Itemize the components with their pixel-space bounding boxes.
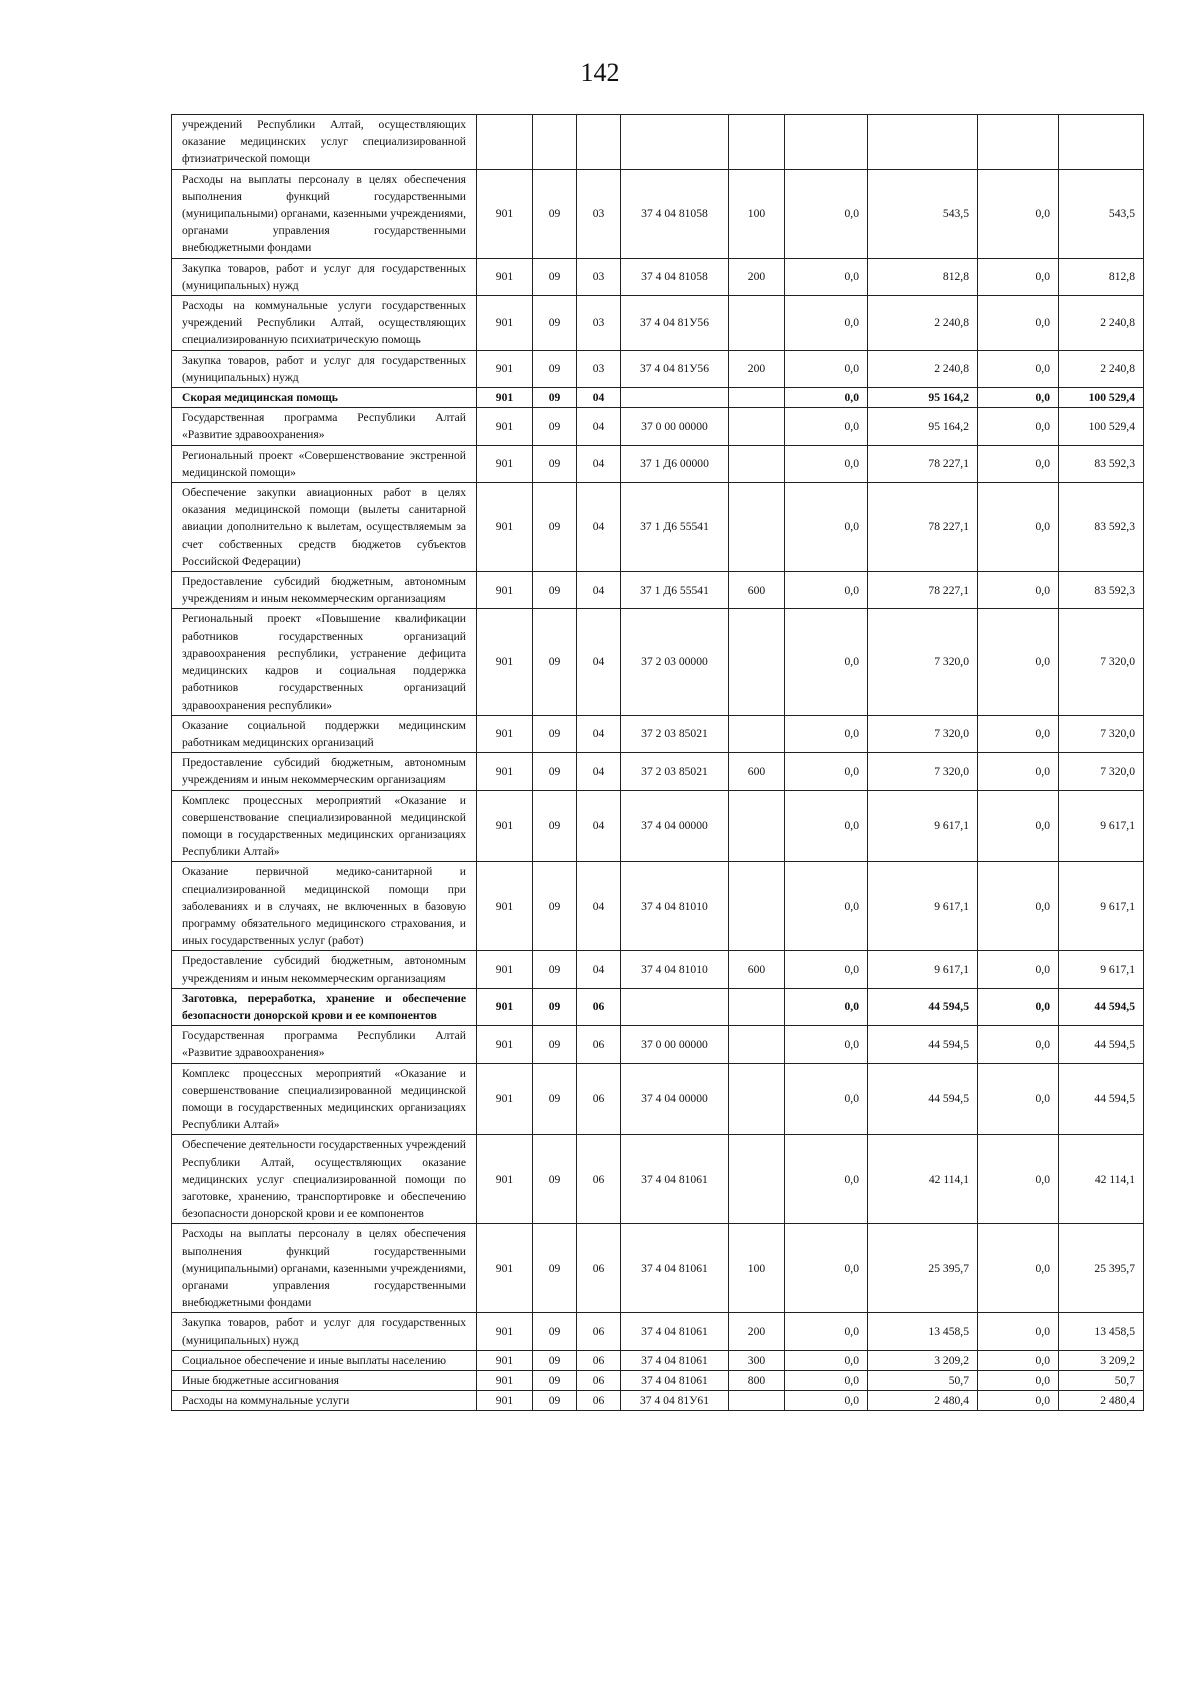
cell-value-2: 812,8	[868, 258, 978, 295]
cell-value-2: 50,7	[868, 1371, 978, 1391]
table-row	[172, 1350, 1144, 1370]
cell-expense-type	[729, 715, 785, 752]
cell-ministry-code: 901	[477, 388, 533, 408]
cell-target-article	[621, 115, 729, 170]
cell-value-2: 7 320,0	[868, 753, 978, 790]
cell-value-2: 2 240,8	[868, 296, 978, 351]
cell-value-3: 0,0	[978, 258, 1059, 295]
cell-value-3: 0,0	[978, 572, 1059, 609]
cell-value-2: 2 480,4	[868, 1391, 978, 1411]
cell-section-code: 09	[533, 408, 577, 445]
cell-value-3: 0,0	[978, 483, 1059, 572]
cell-ministry-code: 901	[477, 296, 533, 351]
cell-expense-type: 800	[729, 1371, 785, 1391]
cell-value-4: 83 592,3	[1059, 572, 1144, 609]
cell-value-3: 0,0	[978, 408, 1059, 445]
table-row	[172, 988, 1144, 1025]
cell-name: Предоставление субсидий бюджетным, автономным учреждениям и иным некоммерческим организациям	[172, 572, 477, 609]
cell-subsection-code: 06	[577, 988, 621, 1025]
table-row	[172, 1313, 1144, 1350]
cell-value-2: 95 164,2	[868, 388, 978, 408]
cell-section-code: 09	[533, 483, 577, 572]
cell-value-2: 78 227,1	[868, 483, 978, 572]
cell-value-2: 95 164,2	[868, 408, 978, 445]
cell-value-1: 0,0	[785, 445, 868, 482]
table-row	[172, 1224, 1144, 1313]
table-row	[172, 296, 1144, 351]
cell-subsection-code: 06	[577, 1224, 621, 1313]
cell-value-2: 2 240,8	[868, 350, 978, 387]
cell-target-article: 37 4 04 81061	[621, 1350, 729, 1370]
cell-ministry-code: 901	[477, 715, 533, 752]
cell-value-4: 50,7	[1059, 1371, 1144, 1391]
cell-value-4: 9 617,1	[1059, 790, 1144, 862]
cell-subsection-code: 04	[577, 609, 621, 715]
cell-value-4: 100 529,4	[1059, 388, 1144, 408]
cell-target-article	[621, 988, 729, 1025]
cell-value-1: 0,0	[785, 1391, 868, 1411]
cell-value-4: 2 480,4	[1059, 1391, 1144, 1411]
cell-subsection-code: 04	[577, 445, 621, 482]
cell-value-4: 44 594,5	[1059, 1026, 1144, 1063]
cell-subsection-code: 03	[577, 169, 621, 258]
cell-section-code	[533, 115, 577, 170]
cell-value-3: 0,0	[978, 445, 1059, 482]
cell-ministry-code: 901	[477, 258, 533, 295]
cell-name: Государственная программа Республики Алтай «Развитие здравоохранения»	[172, 408, 477, 445]
cell-section-code: 09	[533, 951, 577, 988]
cell-ministry-code: 901	[477, 862, 533, 951]
cell-ministry-code: 901	[477, 572, 533, 609]
cell-section-code: 09	[533, 350, 577, 387]
table-row	[172, 1026, 1144, 1063]
cell-value-1: 0,0	[785, 790, 868, 862]
cell-section-code: 09	[533, 169, 577, 258]
cell-target-article: 37 4 04 81061	[621, 1371, 729, 1391]
cell-value-3: 0,0	[978, 350, 1059, 387]
cell-value-1: 0,0	[785, 408, 868, 445]
cell-section-code: 09	[533, 1063, 577, 1135]
cell-name: учреждений Республики Алтай, осуществляющих оказание медицинских услуг специализированной фтизиатрической помощи	[172, 115, 477, 170]
cell-value-3: 0,0	[978, 609, 1059, 715]
table-row	[172, 951, 1144, 988]
cell-value-2: 42 114,1	[868, 1135, 978, 1224]
cell-target-article: 37 1 Д6 00000	[621, 445, 729, 482]
cell-value-2: 44 594,5	[868, 988, 978, 1025]
cell-value-4: 9 617,1	[1059, 862, 1144, 951]
cell-expense-type	[729, 1026, 785, 1063]
cell-name: Комплекс процессных мероприятий «Оказание и совершенствование специализированной медицинской помощи в государственных медицинских организациях Республики Алтай»	[172, 790, 477, 862]
table-row	[172, 715, 1144, 752]
cell-section-code: 09	[533, 988, 577, 1025]
cell-name: Комплекс процессных мероприятий «Оказание и совершенствование специализированной медицинской помощи в государственных медицинских организациях Республики Алтай»	[172, 1063, 477, 1135]
table-row	[172, 1135, 1144, 1224]
cell-expense-type: 200	[729, 1313, 785, 1350]
cell-ministry-code: 901	[477, 483, 533, 572]
table-row	[172, 572, 1144, 609]
cell-target-article: 37 2 03 00000	[621, 609, 729, 715]
cell-ministry-code: 901	[477, 1313, 533, 1350]
cell-expense-type	[729, 988, 785, 1025]
cell-section-code: 09	[533, 1224, 577, 1313]
table-row	[172, 753, 1144, 790]
cell-section-code: 09	[533, 572, 577, 609]
cell-expense-type: 600	[729, 753, 785, 790]
cell-subsection-code: 06	[577, 1026, 621, 1063]
cell-value-4: 7 320,0	[1059, 753, 1144, 790]
cell-value-4: 100 529,4	[1059, 408, 1144, 445]
cell-expense-type: 100	[729, 169, 785, 258]
cell-target-article: 37 4 04 81У61	[621, 1391, 729, 1411]
cell-subsection-code: 06	[577, 1350, 621, 1370]
cell-subsection-code: 04	[577, 408, 621, 445]
cell-value-2: 78 227,1	[868, 572, 978, 609]
cell-value-1: 0,0	[785, 609, 868, 715]
cell-target-article: 37 4 04 81058	[621, 258, 729, 295]
cell-value-1: 0,0	[785, 1350, 868, 1370]
cell-subsection-code: 06	[577, 1371, 621, 1391]
cell-target-article: 37 1 Д6 55541	[621, 483, 729, 572]
cell-name: Обеспечение деятельности государственных учреждений Республики Алтай, осуществляющих оказание медицинских услуг специализированной помощи по заготовке, хранению, транспортировке и обеспечению безопасности донорской крови и ее компонентов	[172, 1135, 477, 1224]
cell-value-4: 3 209,2	[1059, 1350, 1144, 1370]
cell-expense-type	[729, 445, 785, 482]
cell-subsection-code: 04	[577, 715, 621, 752]
cell-target-article: 37 4 04 81061	[621, 1224, 729, 1313]
cell-value-2: 7 320,0	[868, 609, 978, 715]
cell-subsection-code: 04	[577, 483, 621, 572]
cell-value-1: 0,0	[785, 1135, 868, 1224]
cell-ministry-code: 901	[477, 169, 533, 258]
cell-value-3: 0,0	[978, 1391, 1059, 1411]
cell-ministry-code: 901	[477, 1391, 533, 1411]
cell-target-article: 37 4 04 81058	[621, 169, 729, 258]
cell-name: Расходы на коммунальные услуги государственных учреждений Республики Алтай, осуществляющих специализированную психиатрическую помощь	[172, 296, 477, 351]
cell-name: Закупка товаров, работ и услуг для государственных (муниципальных) нужд	[172, 350, 477, 387]
cell-section-code: 09	[533, 790, 577, 862]
cell-target-article: 37 4 04 81010	[621, 951, 729, 988]
cell-value-4: 543,5	[1059, 169, 1144, 258]
cell-value-1: 0,0	[785, 715, 868, 752]
cell-section-code: 09	[533, 862, 577, 951]
cell-value-3: 0,0	[978, 1063, 1059, 1135]
cell-value-1: 0,0	[785, 388, 868, 408]
table-row	[172, 408, 1144, 445]
cell-value-2: 9 617,1	[868, 862, 978, 951]
cell-value-1: 0,0	[785, 753, 868, 790]
cell-name: Государственная программа Республики Алтай «Развитие здравоохранения»	[172, 1026, 477, 1063]
cell-section-code: 09	[533, 445, 577, 482]
cell-value-3: 0,0	[978, 951, 1059, 988]
cell-expense-type: 100	[729, 1224, 785, 1313]
cell-subsection-code: 04	[577, 572, 621, 609]
cell-expense-type	[729, 1063, 785, 1135]
cell-target-article: 37 0 00 00000	[621, 408, 729, 445]
table-row	[172, 445, 1144, 482]
cell-subsection-code: 03	[577, 258, 621, 295]
cell-value-4: 812,8	[1059, 258, 1144, 295]
cell-value-2: 9 617,1	[868, 951, 978, 988]
cell-value-3: 0,0	[978, 862, 1059, 951]
cell-ministry-code: 901	[477, 1135, 533, 1224]
cell-value-4: 83 592,3	[1059, 483, 1144, 572]
cell-value-1: 0,0	[785, 1371, 868, 1391]
cell-value-4: 13 458,5	[1059, 1313, 1144, 1350]
cell-name: Закупка товаров, работ и услуг для государственных (муниципальных) нужд	[172, 1313, 477, 1350]
cell-value-1: 0,0	[785, 258, 868, 295]
table-row	[172, 790, 1144, 862]
cell-value-1: 0,0	[785, 572, 868, 609]
cell-value-4: 42 114,1	[1059, 1135, 1144, 1224]
cell-name: Оказание социальной поддержки медицинским работникам медицинских организаций	[172, 715, 477, 752]
cell-ministry-code: 901	[477, 951, 533, 988]
cell-subsection-code: 03	[577, 296, 621, 351]
cell-section-code: 09	[533, 1391, 577, 1411]
cell-value-2: 7 320,0	[868, 715, 978, 752]
table-row	[172, 1063, 1144, 1135]
cell-name: Расходы на выплаты персоналу в целях обеспечения выполнения функций государственными (муниципальными) органами, казенными учреждениями, органами управления государственными внебюджетными фондами	[172, 169, 477, 258]
table-row	[172, 350, 1144, 387]
cell-expense-type	[729, 1135, 785, 1224]
cell-name: Заготовка, переработка, хранение и обеспечение безопасности донорской крови и ее компонентов	[172, 988, 477, 1025]
cell-expense-type	[729, 1391, 785, 1411]
cell-value-3: 0,0	[978, 753, 1059, 790]
cell-target-article: 37 4 04 81061	[621, 1313, 729, 1350]
cell-expense-type	[729, 483, 785, 572]
cell-value-3: 0,0	[978, 988, 1059, 1025]
table-row	[172, 1391, 1144, 1411]
cell-ministry-code: 901	[477, 1063, 533, 1135]
cell-section-code: 09	[533, 296, 577, 351]
cell-section-code: 09	[533, 388, 577, 408]
cell-section-code: 09	[533, 753, 577, 790]
cell-ministry-code: 901	[477, 988, 533, 1025]
cell-value-1: 0,0	[785, 169, 868, 258]
cell-target-article: 37 4 04 00000	[621, 790, 729, 862]
cell-value-3	[978, 115, 1059, 170]
cell-target-article: 37 2 03 85021	[621, 715, 729, 752]
cell-expense-type	[729, 862, 785, 951]
cell-subsection-code: 04	[577, 790, 621, 862]
cell-value-3: 0,0	[978, 388, 1059, 408]
cell-ministry-code: 901	[477, 445, 533, 482]
cell-name: Закупка товаров, работ и услуг для государственных (муниципальных) нужд	[172, 258, 477, 295]
cell-value-3: 0,0	[978, 169, 1059, 258]
cell-value-2: 543,5	[868, 169, 978, 258]
cell-value-1: 0,0	[785, 483, 868, 572]
cell-subsection-code	[577, 115, 621, 170]
table-row	[172, 388, 1144, 408]
cell-value-3: 0,0	[978, 790, 1059, 862]
cell-value-4	[1059, 115, 1144, 170]
cell-value-3: 0,0	[978, 1350, 1059, 1370]
cell-value-2	[868, 115, 978, 170]
cell-target-article: 37 2 03 85021	[621, 753, 729, 790]
cell-value-4: 25 395,7	[1059, 1224, 1144, 1313]
cell-expense-type: 600	[729, 572, 785, 609]
cell-value-3: 0,0	[978, 1135, 1059, 1224]
cell-value-2: 3 209,2	[868, 1350, 978, 1370]
cell-section-code: 09	[533, 609, 577, 715]
cell-expense-type: 200	[729, 258, 785, 295]
cell-ministry-code: 901	[477, 790, 533, 862]
cell-value-3: 0,0	[978, 1313, 1059, 1350]
cell-ministry-code: 901	[477, 1224, 533, 1313]
cell-section-code: 09	[533, 1135, 577, 1224]
cell-subsection-code: 06	[577, 1313, 621, 1350]
cell-value-1: 0,0	[785, 1224, 868, 1313]
cell-ministry-code: 901	[477, 1026, 533, 1063]
cell-name: Предоставление субсидий бюджетным, автономным учреждениям и иным некоммерческим организациям	[172, 951, 477, 988]
cell-target-article: 37 4 04 81У56	[621, 296, 729, 351]
cell-expense-type	[729, 296, 785, 351]
cell-value-2: 44 594,5	[868, 1063, 978, 1135]
page-number: 142	[580, 58, 620, 87]
cell-ministry-code: 901	[477, 1350, 533, 1370]
cell-value-1	[785, 115, 868, 170]
cell-value-4: 2 240,8	[1059, 350, 1144, 387]
cell-expense-type	[729, 790, 785, 862]
cell-value-3: 0,0	[978, 1371, 1059, 1391]
table-body	[172, 115, 1144, 1411]
cell-value-3: 0,0	[978, 1224, 1059, 1313]
cell-expense-type: 600	[729, 951, 785, 988]
cell-section-code: 09	[533, 258, 577, 295]
cell-value-2: 25 395,7	[868, 1224, 978, 1313]
cell-target-article: 37 1 Д6 55541	[621, 572, 729, 609]
cell-name: Расходы на выплаты персоналу в целях обеспечения выполнения функций государственными (муниципальными) органами, казенными учреждениями, органами управления государственными внебюджетными фондами	[172, 1224, 477, 1313]
cell-value-4: 7 320,0	[1059, 609, 1144, 715]
table-row	[172, 169, 1144, 258]
cell-name: Предоставление субсидий бюджетным, автономным учреждениям и иным некоммерческим организациям	[172, 753, 477, 790]
cell-value-1: 0,0	[785, 988, 868, 1025]
cell-name: Региональный проект «Совершенствование экстренной медицинской помощи»	[172, 445, 477, 482]
cell-section-code: 09	[533, 1371, 577, 1391]
cell-value-1: 0,0	[785, 1026, 868, 1063]
cell-value-4: 44 594,5	[1059, 988, 1144, 1025]
cell-ministry-code: 901	[477, 350, 533, 387]
cell-value-1: 0,0	[785, 296, 868, 351]
cell-value-2: 9 617,1	[868, 790, 978, 862]
cell-target-article: 37 0 00 00000	[621, 1026, 729, 1063]
cell-ministry-code: 901	[477, 408, 533, 445]
cell-target-article: 37 4 04 00000	[621, 1063, 729, 1135]
cell-subsection-code: 04	[577, 951, 621, 988]
cell-section-code: 09	[533, 1313, 577, 1350]
cell-target-article	[621, 388, 729, 408]
cell-target-article: 37 4 04 81У56	[621, 350, 729, 387]
cell-target-article: 37 4 04 81061	[621, 1135, 729, 1224]
table-row	[172, 115, 1144, 170]
cell-subsection-code: 04	[577, 388, 621, 408]
cell-ministry-code: 901	[477, 1371, 533, 1391]
cell-value-2: 78 227,1	[868, 445, 978, 482]
cell-value-1: 0,0	[785, 951, 868, 988]
cell-value-1: 0,0	[785, 1063, 868, 1135]
cell-value-3: 0,0	[978, 1026, 1059, 1063]
cell-value-1: 0,0	[785, 862, 868, 951]
cell-value-4: 2 240,8	[1059, 296, 1144, 351]
budget-table	[171, 114, 1144, 1411]
cell-expense-type	[729, 388, 785, 408]
cell-value-1: 0,0	[785, 1313, 868, 1350]
cell-ministry-code: 901	[477, 753, 533, 790]
cell-subsection-code: 06	[577, 1391, 621, 1411]
cell-value-4: 83 592,3	[1059, 445, 1144, 482]
table-row	[172, 483, 1144, 572]
cell-expense-type	[729, 408, 785, 445]
cell-section-code: 09	[533, 1026, 577, 1063]
table-row	[172, 1371, 1144, 1391]
cell-value-3: 0,0	[978, 715, 1059, 752]
cell-subsection-code: 06	[577, 1063, 621, 1135]
cell-target-article: 37 4 04 81010	[621, 862, 729, 951]
cell-name: Иные бюджетные ассигнования	[172, 1371, 477, 1391]
table-row	[172, 258, 1144, 295]
cell-section-code: 09	[533, 715, 577, 752]
cell-ministry-code	[477, 115, 533, 170]
cell-ministry-code: 901	[477, 609, 533, 715]
cell-value-4: 7 320,0	[1059, 715, 1144, 752]
cell-subsection-code: 04	[577, 753, 621, 790]
cell-section-code: 09	[533, 1350, 577, 1370]
table-row	[172, 862, 1144, 951]
cell-value-1: 0,0	[785, 350, 868, 387]
cell-name: Социальное обеспечение и иные выплаты населению	[172, 1350, 477, 1370]
cell-name: Расходы на коммунальные услуги	[172, 1391, 477, 1411]
cell-value-4: 44 594,5	[1059, 1063, 1144, 1135]
cell-value-2: 13 458,5	[868, 1313, 978, 1350]
table-row	[172, 609, 1144, 715]
cell-expense-type	[729, 609, 785, 715]
cell-expense-type: 200	[729, 350, 785, 387]
cell-expense-type	[729, 115, 785, 170]
cell-name: Оказание первичной медико-санитарной и специализированной медицинской помощи при заболеваниях и в случаях, не включенных в базовую программу обязательного медицинского страхования, и иных государственных услуг (работ)	[172, 862, 477, 951]
cell-subsection-code: 06	[577, 1135, 621, 1224]
cell-subsection-code: 04	[577, 862, 621, 951]
cell-name: Региональный проект «Повышение квалификации работников государственных организаций здравоохранения республики, устранение дефицита медицинских кадров и социальная поддержка работников государственных организаций здравоохранения республики»	[172, 609, 477, 715]
cell-value-2: 44 594,5	[868, 1026, 978, 1063]
cell-name: Обеспечение закупки авиационных работ в целях оказания медицинской помощи (вылеты санитарной авиации дополнительно к вылетам, осуществляемым за счет собственных средств бюджетов субъектов Российской Федерации)	[172, 483, 477, 572]
cell-value-4: 9 617,1	[1059, 951, 1144, 988]
cell-value-3: 0,0	[978, 296, 1059, 351]
cell-subsection-code: 03	[577, 350, 621, 387]
cell-expense-type: 300	[729, 1350, 785, 1370]
cell-name: Скорая медицинская помощь	[172, 388, 477, 408]
